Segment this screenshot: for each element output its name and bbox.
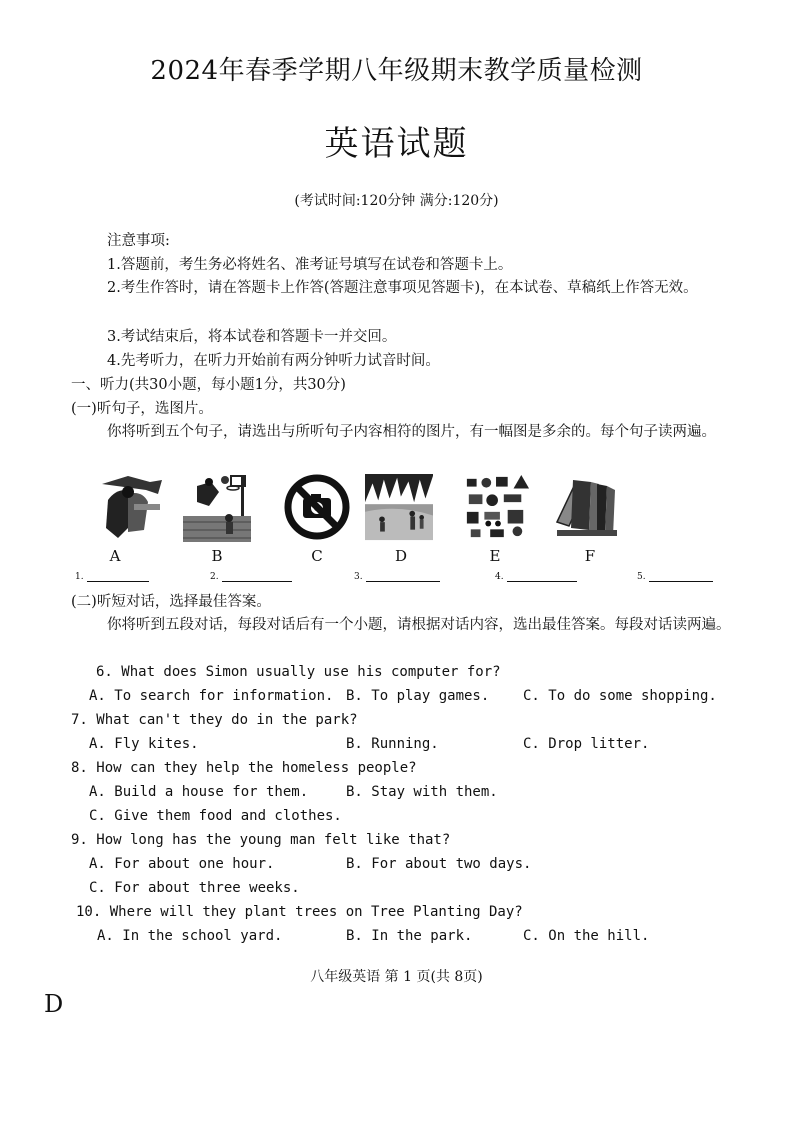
- question-text: 7. What can't they do in the park?: [71, 712, 358, 728]
- answer-blank[interactable]: 4.: [495, 572, 577, 582]
- picture-label: C: [311, 547, 323, 565]
- picture-label: F: [584, 547, 596, 565]
- question-text: 10. Where will they plant trees on Tree Planting Day?: [76, 904, 523, 920]
- option-a[interactable]: A. Fly kites.: [89, 736, 199, 752]
- section-heading: (一)听句子，选图片。: [71, 401, 213, 417]
- exam-title: 2024年春季学期八年级期末教学质量检测: [150, 56, 643, 86]
- page-footer: 八年级英语 第 1 页(共 8页): [310, 969, 483, 985]
- notes-heading: 注意事项:: [107, 233, 170, 249]
- part-heading: 一、听力(共30小题，每小题1分，共30分): [71, 377, 346, 393]
- picture-label: B: [211, 547, 223, 565]
- note-item: 3.考试结束后，将本试卷和答题卡一并交回。: [107, 329, 397, 345]
- picture-label: D: [394, 547, 408, 565]
- option-b[interactable]: B. To play games.: [346, 688, 490, 704]
- subject-title: 英语试题: [324, 124, 469, 164]
- picture-a-lunch-scene: [98, 472, 166, 542]
- picture-label: E: [489, 547, 501, 565]
- answer-blank[interactable]: 1.: [75, 572, 149, 582]
- picture-f-books: [553, 472, 621, 542]
- answer-blank[interactable]: 2.: [210, 572, 292, 582]
- picture-c-no-camera-sign: [283, 472, 351, 542]
- question-text: 9. How long has the young man felt like that?: [71, 832, 451, 848]
- note-item: 4.先考听力，在听力开始前有两分钟听力试音时间。: [107, 353, 440, 369]
- picture-label: A: [109, 547, 121, 565]
- option-a[interactable]: A. Build a house for them.: [89, 784, 309, 800]
- option-b[interactable]: B. For about two days.: [346, 856, 532, 872]
- note-item: 1.答题前，考生务必将姓名、准考证号填写在试卷和答题卡上。: [107, 257, 513, 273]
- option-a[interactable]: A. To search for information.: [89, 688, 334, 704]
- question-text: 8. How can they help the homeless people?: [71, 760, 417, 776]
- option-c[interactable]: C. Give them food and clothes.: [89, 808, 342, 824]
- section-heading: (二)听短对话，选择最佳答案。: [71, 594, 271, 610]
- option-b[interactable]: B. In the park.: [346, 928, 473, 944]
- question-text: 6. What does Simon usually use his computer for?: [96, 664, 501, 680]
- exam-time-info: (考试时间:120分钟 满分:120分): [294, 193, 499, 209]
- picture-b-basketball: [183, 472, 251, 542]
- answer-blank[interactable]: 5.: [637, 572, 713, 582]
- section-instruction: 你将听到五个句子，请选出与所听句子内容相符的图片，有一幅图是多余的。每个句子读两遍。: [107, 424, 716, 440]
- answer-blank[interactable]: 3.: [354, 572, 440, 582]
- option-b[interactable]: B. Running.: [346, 736, 439, 752]
- option-a[interactable]: A. In the school yard.: [97, 928, 283, 944]
- picture-d-park-scene: [365, 472, 433, 542]
- picture-e-pile-of-toys: [463, 472, 531, 542]
- option-c[interactable]: C. Drop litter.: [523, 736, 650, 752]
- option-c[interactable]: C. For about three weeks.: [89, 880, 300, 896]
- option-b[interactable]: B. Stay with them.: [346, 784, 498, 800]
- option-c[interactable]: C. To do some shopping.: [523, 688, 717, 704]
- note-item: 2.考生作答时，请在答题卡上作答(答题注意事项见答题卡)，在本试卷、草稿纸上作答无效。: [107, 280, 698, 296]
- option-c[interactable]: C. On the hill.: [523, 928, 650, 944]
- section-instruction: 你将听到五段对话，每段对话后有一个小题，请根据对话内容，选出最佳答案。每段对话读两遍。: [107, 617, 731, 633]
- corner-mark: D: [44, 990, 64, 1018]
- option-a[interactable]: A. For about one hour.: [89, 856, 275, 872]
